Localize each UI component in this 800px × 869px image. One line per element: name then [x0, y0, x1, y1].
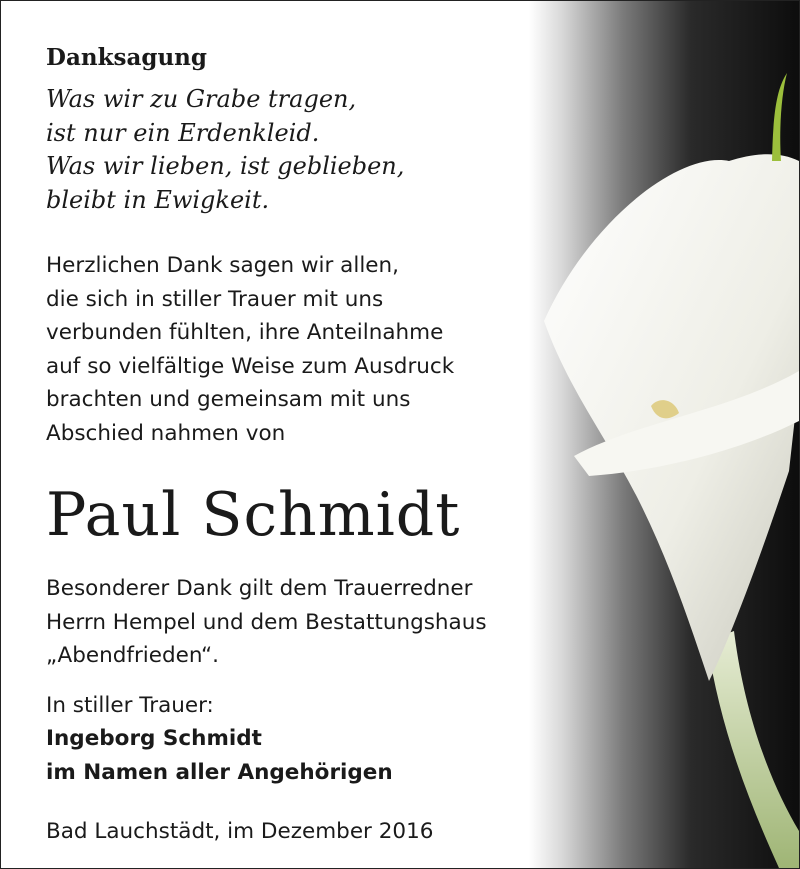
thanks-line: verbunden fühlten, ihre Anteilnahme [46, 320, 444, 345]
thanks-line: Herzlichen Dank sagen wir allen, [46, 253, 399, 278]
mourning-label: In stiller Trauer: [46, 692, 214, 718]
deceased-name: Paul Schmidt [46, 480, 461, 550]
calla-lily-photo [529, 1, 799, 868]
place-date: Bad Lauchstädt, im Dezember 2016 [46, 819, 434, 844]
mourning-block [46, 689, 566, 790]
poem [46, 83, 566, 217]
thanks-paragraph [46, 249, 566, 450]
thanks-line: auf so vielfältige Weise zum Ausdruck [46, 353, 455, 379]
mourner-name: Ingeborg Schmidt [46, 726, 262, 751]
special-thanks-paragraph [46, 572, 566, 673]
mourner-family: im Namen aller Angehörigen [46, 759, 393, 785]
calla-lily-icon [529, 1, 799, 868]
special-thanks-line: Besonderer Dank gilt dem Trauerredner [46, 576, 473, 601]
thanks-line: Abschied nahmen von [46, 420, 286, 446]
special-thanks-line: Herrn Hempel und dem Bestattungshaus [46, 609, 487, 635]
poem-line: Was wir zu Grabe tragen, [46, 85, 357, 113]
notice-text [46, 41, 566, 849]
poem-line: bleibt in Ewigkeit. [46, 185, 270, 214]
poem-line: Was wir lieben, ist geblieben, [46, 152, 405, 180]
thanks-line: brachten und gemeinsam mit uns [46, 387, 411, 412]
special-thanks-line: „Abendfrieden“. [46, 643, 219, 668]
thanks-line: die sich in stiller Trauer mit uns [46, 286, 384, 312]
poem-line: ist nur ein Erdenkleid. [46, 118, 320, 147]
notice-heading: Danksagung [46, 44, 207, 71]
